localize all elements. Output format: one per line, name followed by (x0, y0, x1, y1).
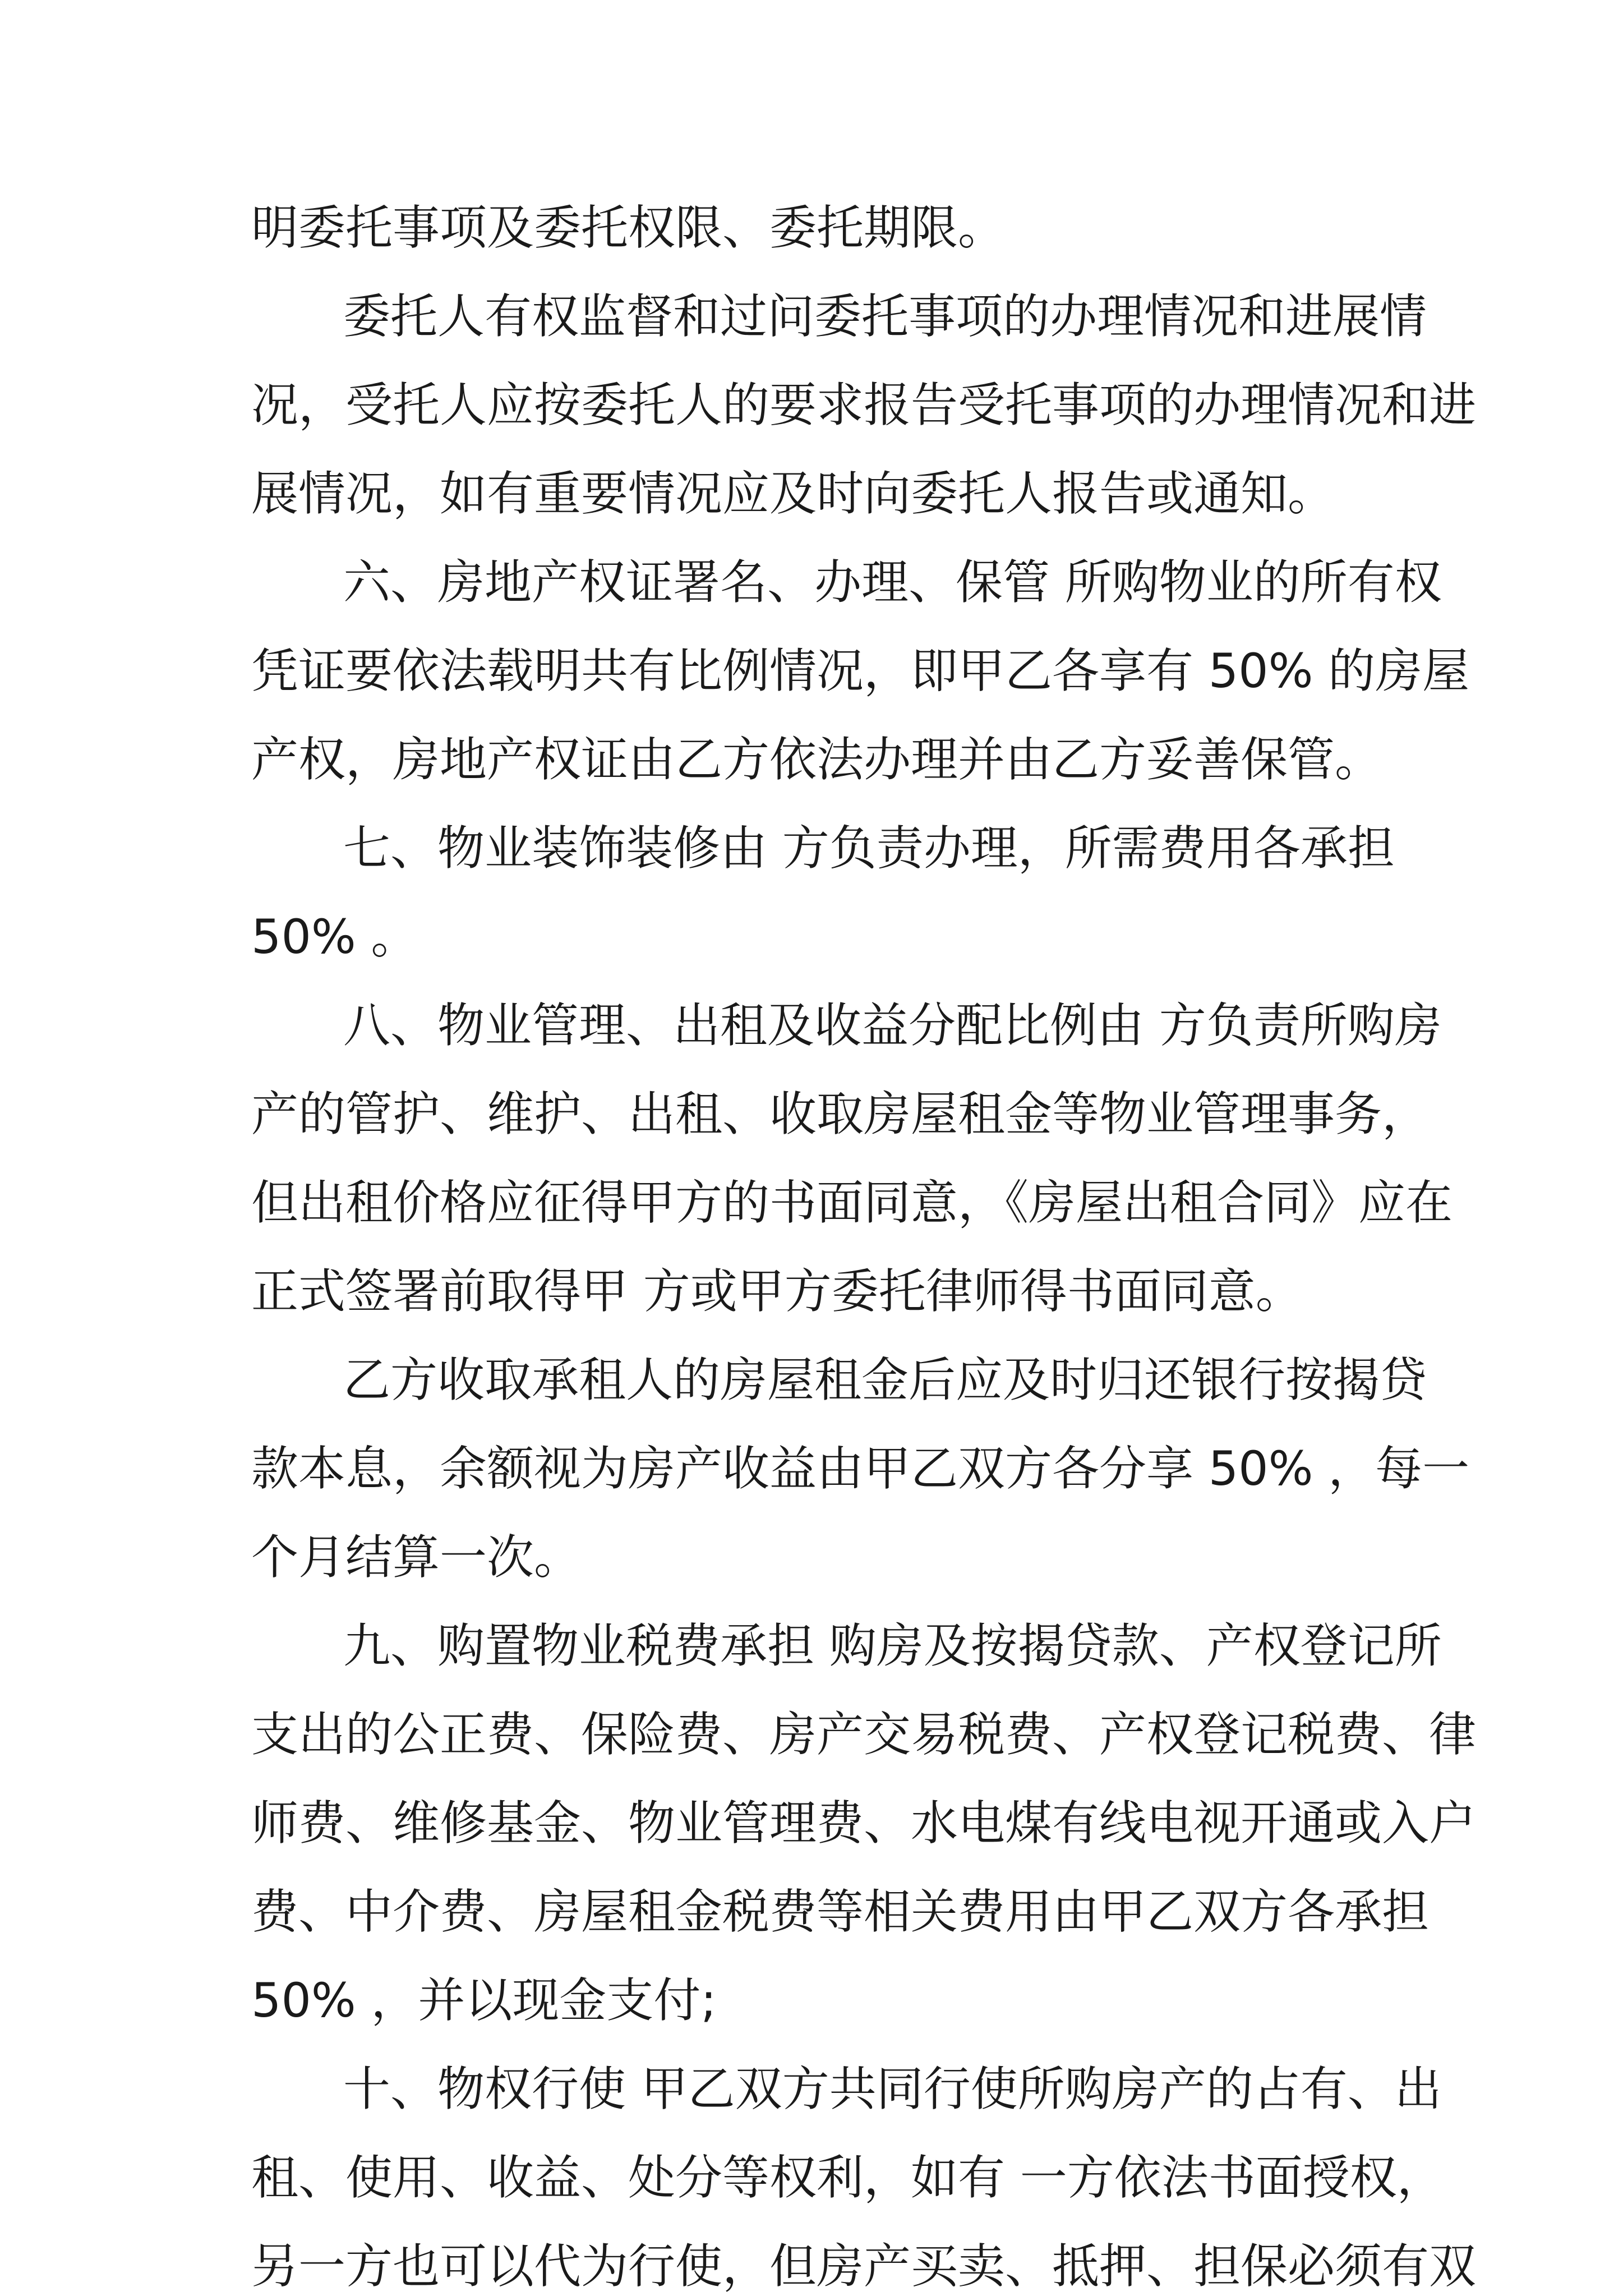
text-line: 但出租价格应征得甲方的书面同意，《房屋出租合同》应在 (251, 1175, 1453, 1230)
text-line: 九、购置物业税费承担 购房及按揭贷款、产权登记所 (343, 1618, 1442, 1673)
text-line: 委托人有权监督和过问委托事项的办理情况和进展情 (343, 289, 1427, 344)
text-line: 费、中介费、房屋租金税费等相关费用由甲乙双方各承担 (251, 1884, 1430, 1939)
text-line: 另一方也可以代为行使，但房产买卖、抵押、担保必须有双 (251, 2239, 1477, 2294)
text-line: 产权，房地产权证由乙方依法办理并由乙方妥善保管。 (251, 732, 1382, 787)
text-line: 明委托事项及委托权限、委托期限。 (251, 200, 1006, 255)
text-line: 展情况，如有重要情况应及时向委托人报告或通知。 (251, 466, 1335, 521)
text-line: 六、房地产权证署名、办理、保管 所购物业的所有权 (343, 555, 1442, 610)
text-line: 租、使用、收益、处分等权利，如有 一方依法书面授权， (251, 2150, 1444, 2205)
text-line: 支出的公正费、保险费、房产交易税费、产权登记税费、律 (251, 1707, 1477, 1762)
text-line: 况，受托人应按委托人的要求报告受托事项的办理情况和进 (251, 378, 1477, 432)
text-line: 乙方收取承租人的房屋租金后应及时归还银行按揭贷 (343, 1352, 1427, 1407)
text-line: 八、物业管理、出租及收益分配比例由 方负责所购房 (343, 998, 1442, 1053)
text-line: 师费、维修基金、物业管理费、水电煤有线电视开通或入户 (251, 1796, 1477, 1851)
text-line: 正式签署前取得甲 方或甲方委托律师得书面同意。 (251, 1264, 1303, 1319)
text-line: 个月结算一次。 (251, 1530, 582, 1585)
text-line: 产的管护、维护、出租、收取房屋租金等物业管理事务， (251, 1087, 1430, 1142)
text-line: 款本息，余额视为房产收益由甲乙双方各分享 50% ，每一 (251, 1441, 1470, 1496)
text-line: 七、物业装饰装修由 方负责办理，所需费用各承担 (343, 821, 1395, 876)
text-line: 凭证要依法载明共有比例情况，即甲乙各享有 50% 的房屋 (251, 643, 1470, 698)
text-line: 十、物权行使 甲乙双方共同行使所购房产的占有、出 (343, 2062, 1442, 2116)
text-line: 50% ，并以现金支付; (251, 1973, 717, 2028)
text-line: 50% 。 (251, 909, 418, 964)
